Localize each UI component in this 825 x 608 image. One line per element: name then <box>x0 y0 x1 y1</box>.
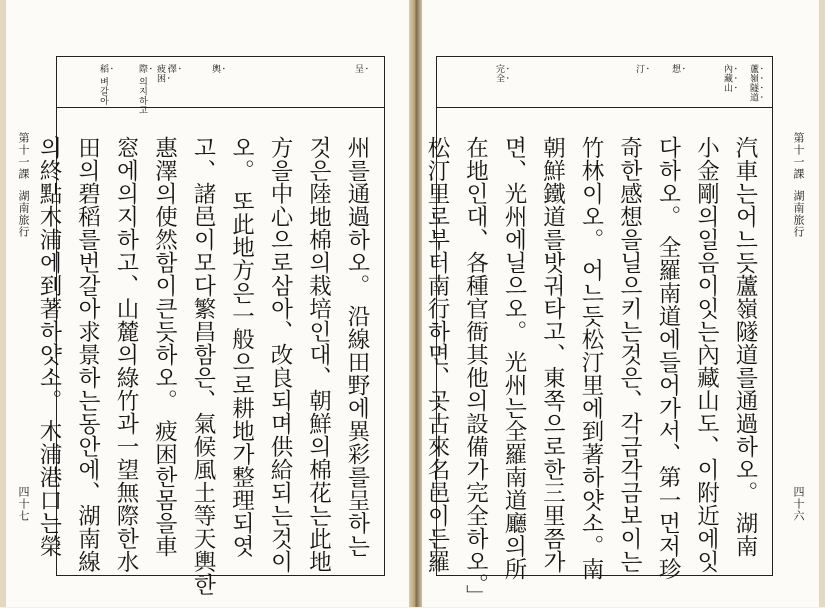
left-lesson-number: 第十一課 <box>17 132 30 180</box>
left-gloss-6-word: 稻 <box>98 64 108 74</box>
left-gloss-6-meaning: 벼갈아 <box>98 76 108 106</box>
left-body-line-9: 의終點木浦에到著하얏소。 木浦港口는榮 <box>36 136 62 558</box>
right-body-line-5: 竹林이오。 어느듯松汀里에到著하얏소。南 <box>578 136 604 581</box>
right-gloss-3: 想 <box>670 64 680 74</box>
left-gloss-1: 呈 <box>353 64 363 74</box>
left-body-line-8: 田의碧稻를번갈아求景하는동안에、湖南線 <box>74 136 101 573</box>
left-gloss-5-word: 際 <box>137 64 147 74</box>
left-body-line-5: 고、諸邑이모다繁昌함은、氣候風土等天輿한 <box>190 136 216 596</box>
right-running-header <box>792 132 805 238</box>
right-body-line-4: 奇한感想을닐으키는것은、각금각금보이는 <box>616 136 643 573</box>
right-gloss-5: 完全 <box>494 64 504 83</box>
left-page-edge <box>0 0 6 607</box>
left-body-line-4: 오。 또此地方은一般으로耕地가整理되엿 <box>228 136 255 558</box>
right-page <box>422 0 825 607</box>
right-body-line-6: 朝鮮鐵道를밧궈타고、東쪽으로한三里쯤가 <box>539 136 566 573</box>
left-page <box>0 0 409 607</box>
right-body-line-8: 在地인대、各種官衙其他의設備가完全하오。」 <box>462 136 489 608</box>
right-gloss-1: 蘆嶺隧道 <box>748 64 758 102</box>
left-gloss-5-meaning: 의지하고 <box>137 76 147 115</box>
right-body-line-2: 小金剛의일음이잇는內藏山도、이附近에잇 <box>693 136 720 573</box>
left-lesson-title: 湖南旅行 <box>17 190 30 238</box>
right-page-edge <box>819 0 825 607</box>
right-page-number: 四十六 <box>792 486 805 522</box>
left-body-line-1: 州를通過하오。 沿線田野에異彩를呈하는 <box>344 136 370 558</box>
left-gloss-3-word: 疲困 <box>155 64 165 83</box>
right-lesson-title: 湖南旅行 <box>792 190 805 238</box>
left-body-line-2: 것은陸地棉의栽培인대、朝鮮의棉花는此地 <box>305 136 332 573</box>
left-body-line-7: 窓에의지하고、山麓의綠竹과一望無際한水 <box>113 136 139 573</box>
left-page-number: 四十七 <box>17 486 30 522</box>
left-body-line-6: 惠澤의使然함이큰듯하오。 疲困한몸을車 <box>151 136 178 558</box>
right-gloss-4: 汀 <box>634 64 644 74</box>
right-body-text <box>424 136 764 608</box>
left-gloss-4: 澤 <box>166 64 176 74</box>
left-gloss-5 <box>137 64 153 115</box>
right-body-line-9: 松汀里로부터南行하면、곳古來名邑이든羅 <box>424 136 450 573</box>
left-gloss-2: 輿 <box>210 64 220 74</box>
right-body-line-3: 다하오。 全羅南道에들어가서、第一먼저珍 <box>655 136 681 581</box>
left-body-line-3: 方을中心으로삼아、改良되며供給되는것이 <box>267 136 293 573</box>
right-body-line-1: 汽車는어느듯蘆嶺隧道를通過하오。 湖南 <box>732 136 758 558</box>
left-running-header <box>17 132 30 238</box>
left-body-text <box>36 136 376 596</box>
right-lesson-number: 第十一課 <box>792 132 805 180</box>
right-body-line-7: 면、光州에닐으오。 光州는全羅南道廳의所 <box>501 136 527 581</box>
right-gloss-2: 內藏山 <box>722 64 732 93</box>
left-gloss-6 <box>98 64 114 105</box>
